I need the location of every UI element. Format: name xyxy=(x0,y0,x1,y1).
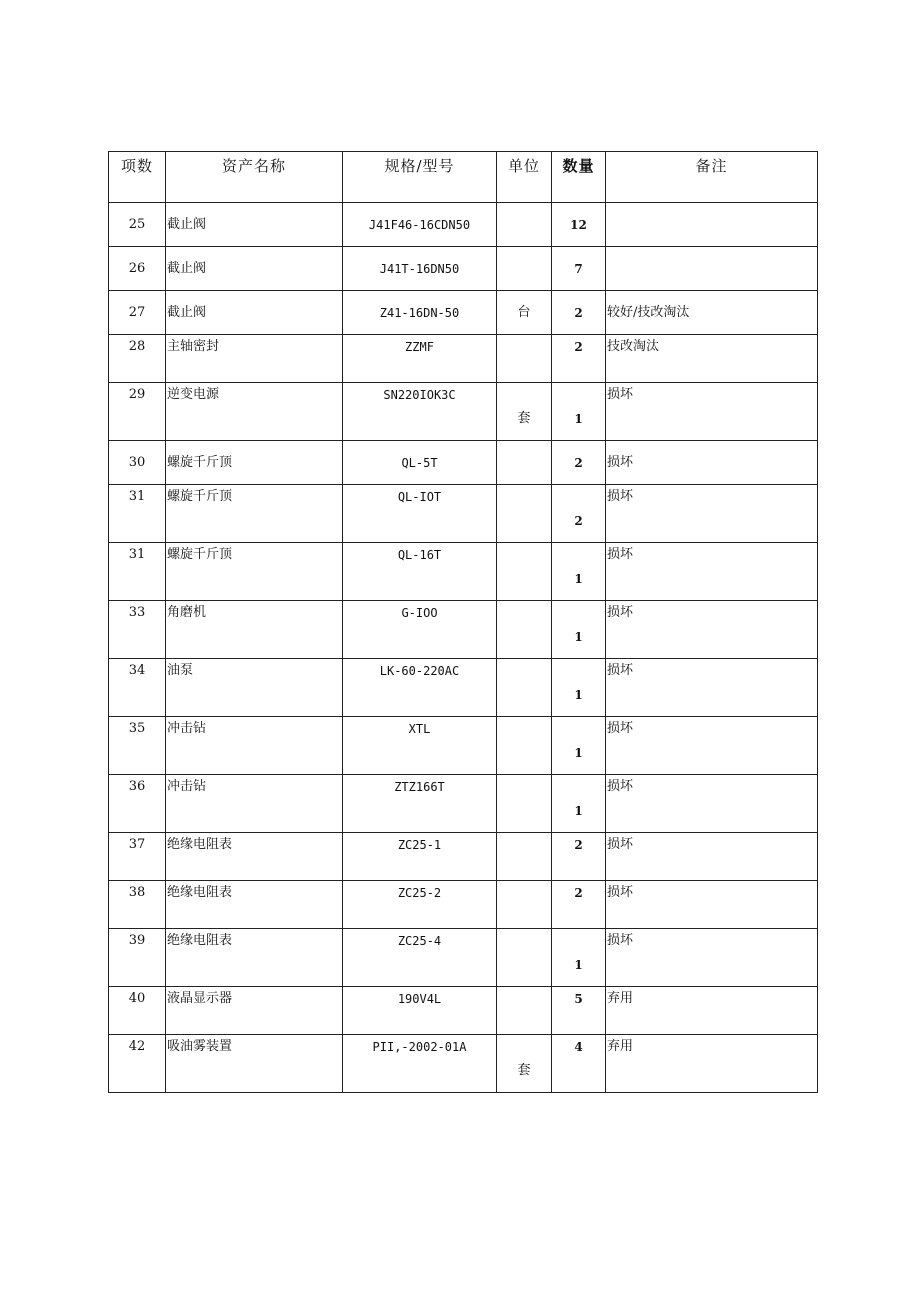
cell-unit: 套 xyxy=(497,1035,552,1093)
cell-asset-name: 螺旋千斤顶 xyxy=(166,485,343,543)
cell-unit xyxy=(497,543,552,601)
cell-quantity: 5 xyxy=(552,987,606,1035)
cell-quantity: 2 xyxy=(552,833,606,881)
cell-unit xyxy=(497,485,552,543)
header-unit: 单位 xyxy=(497,152,552,203)
header-remarks: 备注 xyxy=(606,152,818,203)
table-row xyxy=(109,717,818,775)
cell-spec-model: J41T-16DN50 xyxy=(343,247,497,291)
cell-spec-model: ZC25-4 xyxy=(343,929,497,987)
cell-asset-name: 液晶显示器 xyxy=(166,987,343,1035)
cell-remarks: 损坏 xyxy=(606,775,818,833)
cell-remarks: 损坏 xyxy=(606,601,818,659)
cell-asset-name: 绝缘电阻表 xyxy=(166,833,343,881)
asset-disposal-table xyxy=(108,151,818,1093)
cell-quantity: 1 xyxy=(552,601,606,659)
cell-remarks xyxy=(606,247,818,291)
cell-spec-model: ZTZ166T xyxy=(343,775,497,833)
cell-asset-name: 螺旋千斤顶 xyxy=(166,441,343,485)
cell-spec-model: QL-5T xyxy=(343,441,497,485)
cell-quantity: 2 xyxy=(552,485,606,543)
cell-spec-model: ZC25-2 xyxy=(343,881,497,929)
cell-asset-name: 冲击钻 xyxy=(166,775,343,833)
table-row xyxy=(109,203,818,247)
cell-quantity: 2 xyxy=(552,291,606,335)
cell-unit xyxy=(497,335,552,383)
cell-remarks: 损坏 xyxy=(606,485,818,543)
cell-spec-model: SN220IOK3C xyxy=(343,383,497,441)
cell-quantity: 1 xyxy=(552,383,606,441)
cell-remarks xyxy=(606,203,818,247)
cell-remarks: 弃用 xyxy=(606,1035,818,1093)
cell-item-number: 29 xyxy=(109,383,166,441)
header-quantity: 数量 xyxy=(552,152,606,203)
cell-remarks: 弃用 xyxy=(606,987,818,1035)
cell-asset-name: 吸油雾装置 xyxy=(166,1035,343,1093)
cell-item-number: 35 xyxy=(109,717,166,775)
cell-item-number: 31 xyxy=(109,485,166,543)
cell-asset-name: 角磨机 xyxy=(166,601,343,659)
cell-unit xyxy=(497,247,552,291)
table-row xyxy=(109,485,818,543)
cell-quantity: 1 xyxy=(552,659,606,717)
cell-item-number: 42 xyxy=(109,1035,166,1093)
cell-asset-name: 截止阀 xyxy=(166,291,343,335)
cell-quantity: 1 xyxy=(552,775,606,833)
cell-remarks: 损坏 xyxy=(606,659,818,717)
table-row xyxy=(109,1035,818,1093)
cell-asset-name: 绝缘电阻表 xyxy=(166,929,343,987)
header-asset-name: 资产名称 xyxy=(166,152,343,203)
table-row xyxy=(109,247,818,291)
table-row xyxy=(109,383,818,441)
cell-unit xyxy=(497,717,552,775)
cell-remarks: 损坏 xyxy=(606,833,818,881)
cell-item-number: 40 xyxy=(109,987,166,1035)
table-row xyxy=(109,291,818,335)
table-row xyxy=(109,987,818,1035)
cell-unit: 套 xyxy=(497,383,552,441)
cell-item-number: 34 xyxy=(109,659,166,717)
cell-quantity: 1 xyxy=(552,543,606,601)
table-row xyxy=(109,543,818,601)
cell-item-number: 37 xyxy=(109,833,166,881)
header-item-number: 项数 xyxy=(109,152,166,203)
cell-item-number: 38 xyxy=(109,881,166,929)
cell-spec-model: Z41-16DN-50 xyxy=(343,291,497,335)
cell-asset-name: 螺旋千斤顶 xyxy=(166,543,343,601)
cell-remarks: 损坏 xyxy=(606,881,818,929)
cell-asset-name: 绝缘电阻表 xyxy=(166,881,343,929)
table-row xyxy=(109,881,818,929)
cell-asset-name: 截止阀 xyxy=(166,203,343,247)
cell-asset-name: 油泵 xyxy=(166,659,343,717)
table-row xyxy=(109,441,818,485)
table-row xyxy=(109,833,818,881)
cell-spec-model: ZZMF xyxy=(343,335,497,383)
cell-unit xyxy=(497,833,552,881)
cell-item-number: 36 xyxy=(109,775,166,833)
cell-spec-model: QL-IOT xyxy=(343,485,497,543)
cell-quantity: 1 xyxy=(552,929,606,987)
cell-item-number: 27 xyxy=(109,291,166,335)
table-row xyxy=(109,929,818,987)
table-row xyxy=(109,659,818,717)
cell-spec-model: XTL xyxy=(343,717,497,775)
cell-unit xyxy=(497,441,552,485)
cell-unit: 台 xyxy=(497,291,552,335)
cell-spec-model: ZC25-1 xyxy=(343,833,497,881)
cell-quantity: 2 xyxy=(552,881,606,929)
table-row xyxy=(109,775,818,833)
cell-spec-model: G-IOO xyxy=(343,601,497,659)
cell-remarks: 技改淘汰 xyxy=(606,335,818,383)
cell-spec-model: LK-60-220AC xyxy=(343,659,497,717)
cell-spec-model: QL-16T xyxy=(343,543,497,601)
cell-quantity: 7 xyxy=(552,247,606,291)
cell-item-number: 30 xyxy=(109,441,166,485)
cell-item-number: 39 xyxy=(109,929,166,987)
header-spec-model: 规格/型号 xyxy=(343,152,497,203)
cell-quantity: 2 xyxy=(552,441,606,485)
cell-asset-name: 截止阀 xyxy=(166,247,343,291)
cell-quantity: 1 xyxy=(552,717,606,775)
cell-item-number: 33 xyxy=(109,601,166,659)
cell-quantity: 2 xyxy=(552,335,606,383)
cell-item-number: 26 xyxy=(109,247,166,291)
table-row xyxy=(109,335,818,383)
cell-item-number: 31 xyxy=(109,543,166,601)
cell-item-number: 28 xyxy=(109,335,166,383)
cell-spec-model: 190V4L xyxy=(343,987,497,1035)
cell-unit xyxy=(497,775,552,833)
cell-quantity: 12 xyxy=(552,203,606,247)
cell-spec-model: PΙΙ,-2002-01A xyxy=(343,1035,497,1093)
cell-spec-model: J41F46-16CDN50 xyxy=(343,203,497,247)
cell-remarks: 损坏 xyxy=(606,383,818,441)
cell-unit xyxy=(497,203,552,247)
cell-remarks: 损坏 xyxy=(606,441,818,485)
table-header-row xyxy=(109,152,818,203)
cell-unit xyxy=(497,659,552,717)
cell-unit xyxy=(497,881,552,929)
cell-unit xyxy=(497,929,552,987)
cell-quantity: 4 xyxy=(552,1035,606,1093)
cell-unit xyxy=(497,987,552,1035)
cell-asset-name: 冲击钻 xyxy=(166,717,343,775)
cell-remarks: 损坏 xyxy=(606,717,818,775)
cell-remarks: 损坏 xyxy=(606,543,818,601)
table-row xyxy=(109,601,818,659)
cell-item-number: 25 xyxy=(109,203,166,247)
cell-asset-name: 主轴密封 xyxy=(166,335,343,383)
cell-unit xyxy=(497,601,552,659)
cell-remarks: 损坏 xyxy=(606,929,818,987)
cell-remarks: 较好/技改淘汰 xyxy=(606,291,818,335)
cell-asset-name: 逆变电源 xyxy=(166,383,343,441)
